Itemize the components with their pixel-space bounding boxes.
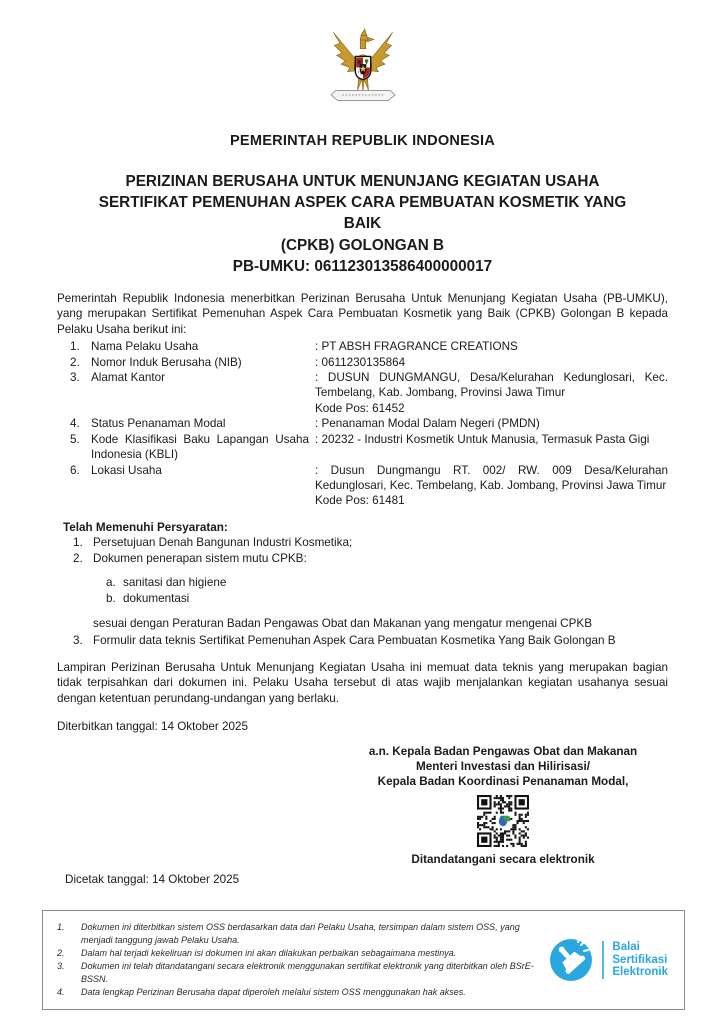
note-marker: 3.	[57, 960, 65, 971]
note-marker: 1.	[57, 921, 65, 932]
intro-paragraph: Pemerintah Republik Indonesia menerbitkan Perizinan Berusaha Untuk Menunjang Kegiatan Usaha (PB-UMKU), yang merupakan Sertifikat Pemenuhan Aspek Cara Pembuatan Kosmetik yang Baik (CPKB) Golongan B kepada Pelaku Usaha berikut ini:	[57, 291, 668, 336]
government-title: PEMERINTAH REPUBLIK INDONESIA	[230, 133, 495, 149]
row-label: Kode Klasifikasi Baku Lapangan Usaha Indonesia (KBLI)	[91, 432, 309, 462]
row-value	[315, 416, 668, 431]
garuda-icon	[330, 26, 396, 110]
row-number: 1.	[70, 340, 80, 354]
row-value-text: : Dusun Dungmangu RT. 002/ RW. 009 Desa/Kelurahan Kedunglosari, Kec. Tembelang, Kab. Jombang, Provinsi Jawa Timur	[315, 463, 668, 493]
row-value	[315, 339, 668, 354]
printed-date: Dicetak tanggal: 14 Oktober 2025	[65, 872, 240, 886]
pb-umku-number: PB-UMKU: 061123013586400000017	[232, 257, 493, 275]
item-marker: a.	[106, 576, 116, 590]
title-line-1: PERIZINAN BERUSAHA UNTUK MENUNJANG KEGIATAN USAHA	[125, 173, 600, 191]
detail-row-lokasi-usaha	[57, 463, 668, 509]
item-marker: 1.	[73, 536, 83, 550]
logo-separator	[602, 941, 604, 979]
sub-item-a	[106, 575, 668, 590]
esign-note: Ditandatangani secara elektronik	[411, 853, 595, 867]
note-text: Dalam hal terjadi kekeliruan isi dokumen ini akan dilakukan perbaikan sebagaimana mestinya.	[81, 947, 457, 958]
requirements-heading: Telah Memenuhi Persyaratan:	[63, 520, 228, 534]
row-value	[315, 370, 668, 416]
detail-row-status-penanaman-modal	[57, 416, 668, 431]
item-text: Dokumen penerapan sistem mutu CPKB:	[93, 551, 307, 565]
requirement-item-2	[73, 551, 668, 566]
item-marker: 2.	[73, 551, 83, 565]
row-value-text: : DUSUN DUNGMANGU, Desa/Kelurahan Kedunglosari, Kec. Tembelang, Kab. Jombang, Provinsi Jawa Timur	[315, 370, 668, 400]
item-marker: 3.	[73, 633, 83, 647]
item-text: dokumentasi	[123, 591, 190, 605]
sub-item-b	[106, 591, 668, 606]
item-marker: b.	[106, 591, 116, 605]
row-label: Lokasi Usaha	[91, 463, 162, 477]
footer-notes	[57, 921, 548, 999]
row-value-text: : 20232 - Industri Kosmetik Untuk Manusia, Termasuk Pasta Gigi	[315, 432, 650, 446]
note-marker: 4.	[57, 986, 65, 997]
row-value-text: : Penanaman Modal Dalam Negeri (PMDN)	[315, 417, 540, 431]
row-value-text: : 0611230135864	[315, 355, 406, 369]
signature-block	[338, 744, 668, 868]
business-details-list	[57, 339, 668, 509]
row-value	[315, 432, 668, 463]
signatory-line-2: Menteri Investasi dan Hilirisasi/	[415, 759, 591, 773]
footer-note-3	[57, 960, 534, 986]
bsre-stamp-icon	[548, 937, 594, 983]
footer-disclaimer-box	[42, 910, 685, 1010]
requirement-item-3	[73, 633, 668, 648]
note-text: Data lengkap Perizinan Berusaha dapat diperoleh melalui sistem OSS menggunakan hak akses.	[81, 986, 466, 997]
row-number: 6.	[70, 463, 80, 477]
detail-row-alamat-kantor	[57, 370, 668, 416]
title-line-2: SERTIFIKAT PEMENUHAN ASPEK CARA PEMBUATAN KOSMETIK YANG	[98, 194, 627, 212]
row-value-text: : PT ABSH FRAGRANCE CREATIONS	[315, 340, 518, 354]
logo-text-line: Elektronik	[612, 966, 668, 979]
row-label: Nomor Induk Berusaha (NIB)	[91, 355, 242, 369]
row-number: 3.	[70, 370, 80, 384]
row-number: 4.	[70, 417, 80, 431]
title-line-3: BAIK	[343, 215, 382, 233]
row-value-line2: Kode Pos: 61481	[315, 494, 405, 508]
row-value	[315, 463, 668, 509]
bsre-logo-text	[612, 941, 668, 979]
row-label: Nama Pelaku Usaha	[91, 340, 199, 354]
requirements-note: sesuai dengan Peraturan Badan Pengawas Obat dan Makanan yang mengatur mengenai CPKB	[93, 617, 593, 631]
logo-text-line: Sertifikasi	[612, 953, 668, 966]
item-text: sanitasi dan higiene	[123, 576, 227, 590]
row-value-line2: Kode Pos: 61452	[315, 401, 405, 415]
note-text: Dokumen ini diterbitkan sistem OSS berdasarkan data dari Pelaku Usaha, tersimpan dalam sistem OSS, yang menjadi tanggung jawab Pelaku Usaha.	[81, 921, 520, 945]
row-label: Status Penanaman Modal	[91, 417, 226, 431]
document-title	[57, 171, 668, 277]
row-value	[315, 355, 668, 370]
footer-note-1	[57, 921, 534, 947]
item-text: Formulir data teknis Sertifikat Pemenuhan Aspek Cara Pembuatan Kosmetika Yang Baik Golongan B	[93, 633, 616, 647]
note-text: Dokumen ini telah ditandatangani secara elektronik menggunakan sertifikat elektronik yang diterbitkan oleh BSrE-BSSN.	[81, 960, 534, 984]
closing-paragraph: Lampiran Perizinan Berusaha Untuk Menunjang Kegiatan Usaha ini memuat data teknis yang merupakan bagian tidak terpisahkan dari dokumen ini. Pelaku Usaha tersebut di atas wajib menjalankan kegiatan usahanya sesuai dengan ketentuan perundang-undangan yang berlaku.	[57, 660, 668, 705]
logo-text-line: Balai	[612, 940, 640, 953]
row-label: Alamat Kantor	[91, 370, 166, 384]
item-text: Persetujuan Denah Bangunan Industri Kosmetika;	[93, 536, 353, 550]
row-number: 2.	[70, 355, 80, 369]
signatory-line-1: a.n. Kepala Badan Pengawas Obat dan Makanan	[368, 744, 638, 758]
garuda-pancasila-emblem	[57, 26, 668, 110]
requirement-item-1	[73, 535, 668, 550]
detail-row-nama-pelaku-usaha	[57, 339, 668, 354]
requirement-sub-list	[106, 575, 668, 606]
signatory-line-3: Kepala Badan Koordinasi Penanaman Modal,	[377, 775, 629, 789]
bsre-logo	[548, 937, 672, 983]
footer-note-4	[57, 986, 534, 999]
detail-row-kbli	[57, 432, 668, 463]
detail-row-nib	[57, 355, 668, 370]
row-number: 5.	[70, 432, 80, 446]
title-line-4: (CPKB) GOLONGAN B	[280, 236, 445, 254]
footer-note-2	[57, 947, 534, 960]
qr-code	[477, 795, 529, 847]
note-marker: 2.	[57, 947, 65, 958]
issued-date: Diterbitkan tanggal: 14 Oktober 2025	[57, 720, 249, 734]
